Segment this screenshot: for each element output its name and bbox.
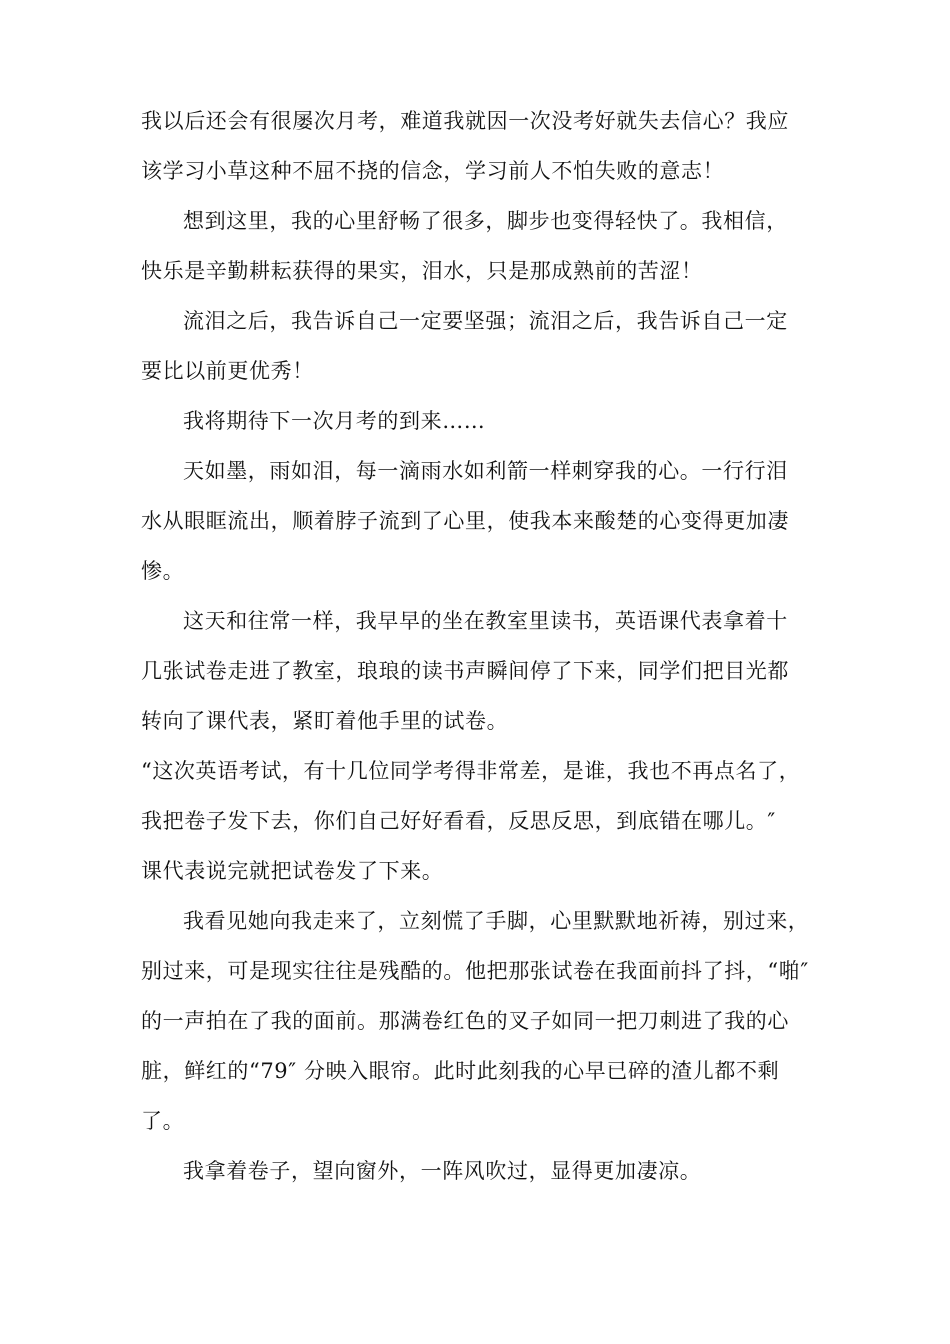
text-line: 惨。 — [141, 559, 185, 583]
text-line: 要比以前更优秀！ — [141, 359, 314, 383]
text-line: 我将期待下一次月考的到来…… — [183, 409, 486, 433]
text-line: 这天和往常一样，我早早的坐在教室里读书，英语课代表拿着十 — [183, 609, 788, 633]
text-line: 我看见她向我走来了，立刻慌了手脚，心里默默地祈祷，别过来， — [183, 909, 810, 933]
text-line: 水从眼眶流出，顺着脖子流到了心里，使我本来酸楚的心变得更加凄 — [141, 509, 789, 533]
text-line: 天如墨，雨如泪，每一滴雨水如利箭一样刺穿我的心。一行行泪 — [183, 459, 788, 483]
text-line: 的一声拍在了我的面前。那满卷红色的叉子如同一把刀刺进了我的心 — [141, 1009, 789, 1033]
text-line: 快乐是辛勤耕耘获得的果实，泪水，只是那成熟前的苦涩！ — [141, 259, 703, 283]
text-line: 转向了课代表，紧盯着他手里的试卷。 — [141, 709, 509, 733]
text-line: 流泪之后，我告诉自己一定要坚强；流泪之后，我告诉自己一定 — [183, 309, 788, 333]
text-line: 课代表说完就把试卷发了下来。 — [141, 859, 444, 883]
text-line: 几张试卷走进了教室，琅琅的读书声瞬间停了下来，同学们把目光都 — [141, 659, 789, 683]
text-line: 想到这里，我的心里舒畅了很多，脚步也变得轻快了。我相信， — [183, 209, 788, 233]
text-line: 该学习小草这种不屈不挠的信念，学习前人不怕失败的意志！ — [141, 159, 725, 183]
text-line: 我拿着卷子，望向窗外，一阵风吹过，显得更加凄凉。 — [183, 1159, 702, 1183]
text-line: 了。 — [141, 1109, 185, 1133]
text-line: 脏，鲜红的“79″ 分映入眼帘。此时此刻我的心早已碎的渣儿都不剩 — [141, 1059, 780, 1083]
text-line: 我把卷子发下去，你们自己好好看看，反思反思，到底错在哪儿。″ — [141, 809, 776, 833]
text-line: 别过来，可是现实往往是残酷的。他把那张试卷在我面前抖了抖，“啪″ — [141, 959, 809, 983]
text-line: 我以后还会有很屡次月考，难道我就因一次没考好就失去信心？我应 — [141, 109, 789, 133]
text-line: “这次英语考试，有十几位同学考得非常差，是谁，我也不再点名了， — [141, 759, 801, 783]
